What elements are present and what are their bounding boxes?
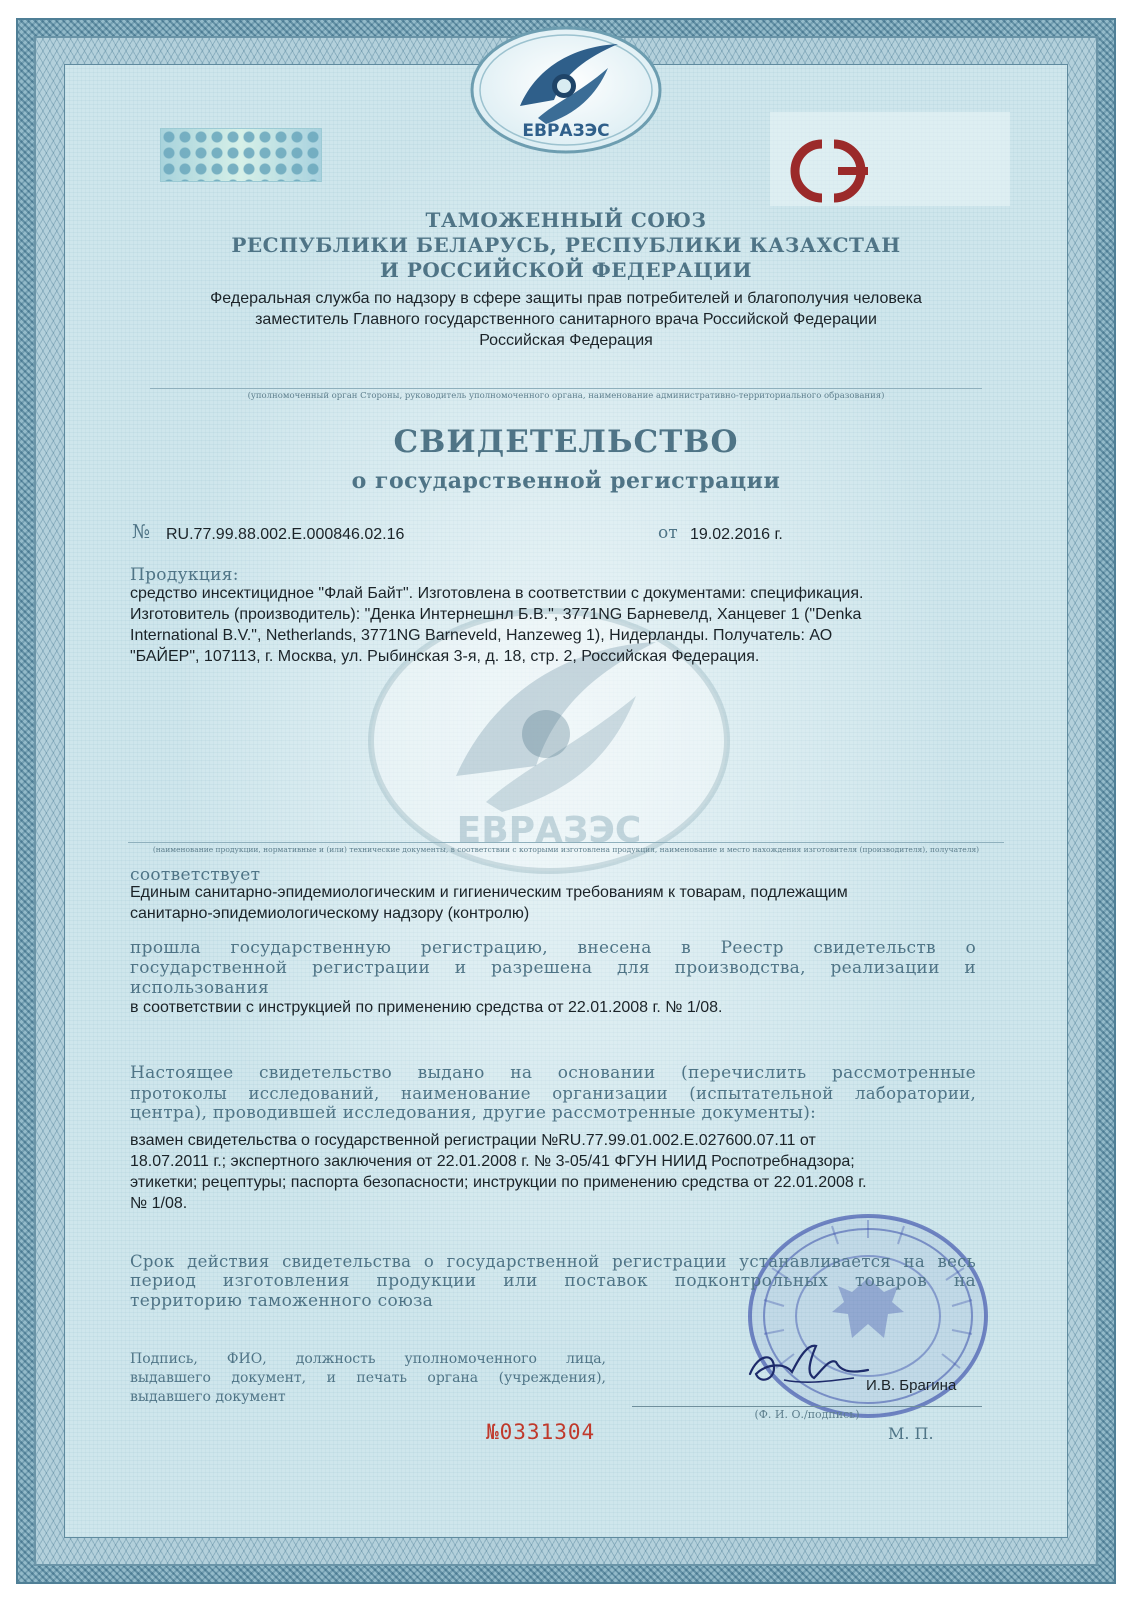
product-caption: (наименование продукции, нормативные и (или) технические документы, в соответствии с которыми изготовлена продукция, наименование и место нахождения изготовителя (производителя), получателя) — [128, 842, 1004, 854]
certificate-date: 19.02.2016 г. — [690, 526, 783, 543]
basis-label-1: Настоящее свидетельство выдано на основании (перечислить рассмотренные — [130, 1063, 976, 1083]
product-label: Продукция: — [130, 565, 239, 585]
registration-label-2: государственной регистрации и разрешена для производства, реализации и — [130, 958, 976, 978]
product-line-1: средство инсектицидное "Флай Байт". Изготовлена в соответствии с документами: спецификация. — [130, 585, 864, 602]
union-line-2: РЕСПУБЛИКИ БЕЛАРУСЬ, РЕСПУБЛИКИ КАЗАХСТАН — [231, 233, 901, 257]
basis-line-3: этикетки; рецептуры; паспорта безопасности; инструкции по применению средства от 22.01.2008 г. — [130, 1174, 867, 1191]
certificate-number: RU.77.99.88.002.E.000846.02.16 — [166, 526, 405, 543]
basis-line-4: № 1/08. — [130, 1195, 188, 1212]
union-line-1: ТАМОЖЕННЫЙ СОЮЗ — [425, 208, 707, 232]
basis-label-3: центра), проводившей исследования, другие рассмотренные документы): — [130, 1103, 817, 1123]
conformity-line-2: санитарно-эпидемиологическому надзору (контролю) — [130, 905, 530, 922]
conformity-line-1: Единым санитарно-эпидемиологическим и гигиеническим требованиям к товарам, подлежащим — [130, 884, 848, 901]
seal-place: М. П. — [888, 1424, 934, 1443]
basis-label-2: протоколы исследований, наименование организации (испытательной лаборатории, — [130, 1084, 976, 1103]
signature-label-3: выдавшего документ — [130, 1389, 286, 1405]
validity-line-2: период изготовления продукции или поставок подконтрольных товаров на — [130, 1271, 976, 1291]
basis-line-2: 18.07.2011 г.; экспертного заключения от 22.01.2008 г. № 3-05/41 ФГУН НИИД Роспотребнадзора; — [130, 1153, 855, 1170]
registration-line-1: в соответствии с инструкцией по применению средства от 22.01.2008 г. № 1/08. — [130, 999, 723, 1016]
registration-label-3: использования — [130, 978, 269, 998]
authority-line-3: Российская Федерация — [479, 332, 653, 349]
validity-line-1: Срок действия свидетельства о государственной регистрации устанавливается на весь — [130, 1252, 976, 1271]
authority-caption: (уполномоченный орган Стороны, руководитель уполномоченного органа, наименование административно-территориального образования) — [150, 388, 982, 401]
basis-line-1: взамен свидетельства о государственной регистрации №RU.77.99.01.002.Е.027600.07.11 от — [130, 1132, 816, 1149]
signer-name: И.В. Брагина — [866, 1377, 957, 1394]
signature-label-1: Подпись, ФИО, должность уполномоченного лица, — [130, 1351, 606, 1367]
signature-caption: (Ф. И. О./подпись) — [754, 1408, 860, 1421]
watermark-text: ЕВРАЗЭС — [456, 810, 642, 851]
serial-number: №0331304 — [486, 1420, 596, 1444]
registration-label-1: прошла государственную регистрацию, внесена в Реестр свидетельств о — [130, 938, 976, 958]
emblem-text: ЕВРАЗЭС — [522, 121, 610, 141]
authority-line-1: Федеральная служба по надзору в сфере защиты прав потребителей и благополучия человека — [210, 290, 922, 307]
number-prefix: № — [132, 521, 150, 543]
signature-label-2: выдавшего документ, и печать органа (учреждения), — [130, 1370, 606, 1386]
conformity-label: соответствует — [130, 865, 261, 885]
certificate-subtitle: о государственной регистрации — [351, 468, 781, 494]
certificate-title: СВИДЕТЕЛЬСТВО — [393, 424, 739, 460]
hologram-strip — [160, 128, 322, 182]
date-prefix: от — [658, 523, 678, 543]
union-line-3: И РОССИЙСКОЙ ФЕДЕРАЦИИ — [379, 258, 753, 282]
signature-icon — [744, 1334, 874, 1394]
product-line-2: Изготовитель (производитель): "Денка Интернешнл Б.В.", 3771NG Барневелд, Ханцевег 1 ("Denka — [130, 606, 862, 623]
validity-line-3: территорию таможенного союза — [130, 1291, 434, 1311]
signature-line — [632, 1406, 982, 1407]
product-line-3: International B.V.", Netherlands, 3771NG Barneveld, Hanzeweg 1), Нидерланды. Получатель: АО — [130, 627, 833, 644]
eurasec-emblem — [468, 24, 664, 156]
authority-line-2: заместитель Главного государственного санитарного врача Российской Федерации — [255, 311, 877, 328]
product-line-4: "БАЙЕР", 107113, г. Москва, ул. Рыбинская 3-я, д. 18, стр. 2, Российская Федерация. — [130, 648, 760, 665]
conformity-mark-icon — [782, 136, 882, 206]
